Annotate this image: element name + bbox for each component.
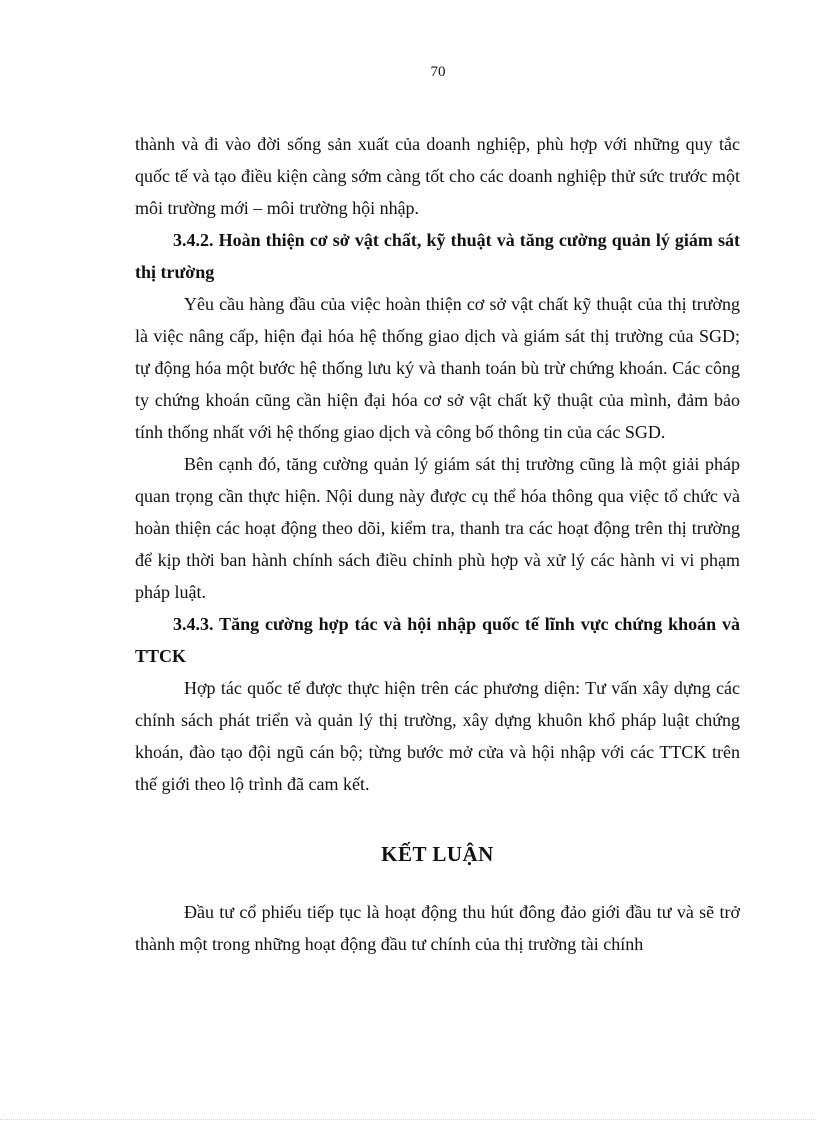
paragraph-infrastructure: Yêu cầu hàng đầu của việc hoàn thiện cơ sở vật chất kỹ thuật của thị trường là việc nâng cấp, hiện đại hóa hệ thống giao dịch và giám sát thị trường của SGD; tự động hóa một bước hệ thống lưu ký và thanh toán bù trừ chứng khoán. Các công ty chứng khoán cũng cần hiện đại hóa cơ sở vật chất kỹ thuật của mình, đảm bảo tính thống nhất với hệ thống giao dịch và công bố thông tin của các SGD. — [135, 294, 740, 442]
section-heading-3-4-3: 3.4.3. Tăng cường hợp tác và hội nhập quốc tế lĩnh vực chứng khoán và TTCK — [135, 614, 740, 666]
paragraph-continuation: thành và đi vào đời sống sản xuất của doanh nghiệp, phù hợp với những quy tắc quốc tế và tạo điều kiện càng sớm càng tốt cho các doanh nghiệp thử sức trước một môi trường mới – môi trường hội nhập. — [135, 134, 740, 218]
conclusion-title: KẾT LUẬN — [381, 842, 494, 866]
paragraph-supervision: Bên cạnh đó, tăng cường quản lý giám sát thị trường cũng là một giải pháp quan trọng cần thực hiện. Nội dung này được cụ thể hóa thông qua việc tổ chức và hoàn thiện các hoạt động theo dõi, kiểm tra, thanh tra các hoạt động trên thị trường để kịp thời ban hành chính sách điều chỉnh phù hợp và xử lý các hành vi vi phạm pháp luật. — [135, 454, 740, 602]
paragraph-cooperation: Hợp tác quốc tế được thực hiện trên các phương diện: Tư vấn xây dựng các chính sách phát triển và quản lý thị trường, xây dựng khuôn khổ pháp luật chứng khoán, đào tạo đội ngũ cán bộ; từng bước mở cửa và hội nhập với các TTCK trên thế giới theo lộ trình đã cam kết. — [135, 678, 740, 794]
paragraph-conclusion: Đầu tư cổ phiếu tiếp tục là hoạt động thu hút đông đảo giới đầu tư và sẽ trở thành một trong những hoạt động đầu tư chính của thị trường tài chính — [135, 902, 740, 954]
page-bottom-divider — [0, 1119, 816, 1120]
page-number: 70 — [430, 64, 446, 80]
document-body — [135, 128, 740, 960]
section-heading-3-4-2: 3.4.2. Hoàn thiện cơ sở vật chất, kỹ thuật và tăng cường quản lý giám sát thị trường — [135, 230, 740, 282]
